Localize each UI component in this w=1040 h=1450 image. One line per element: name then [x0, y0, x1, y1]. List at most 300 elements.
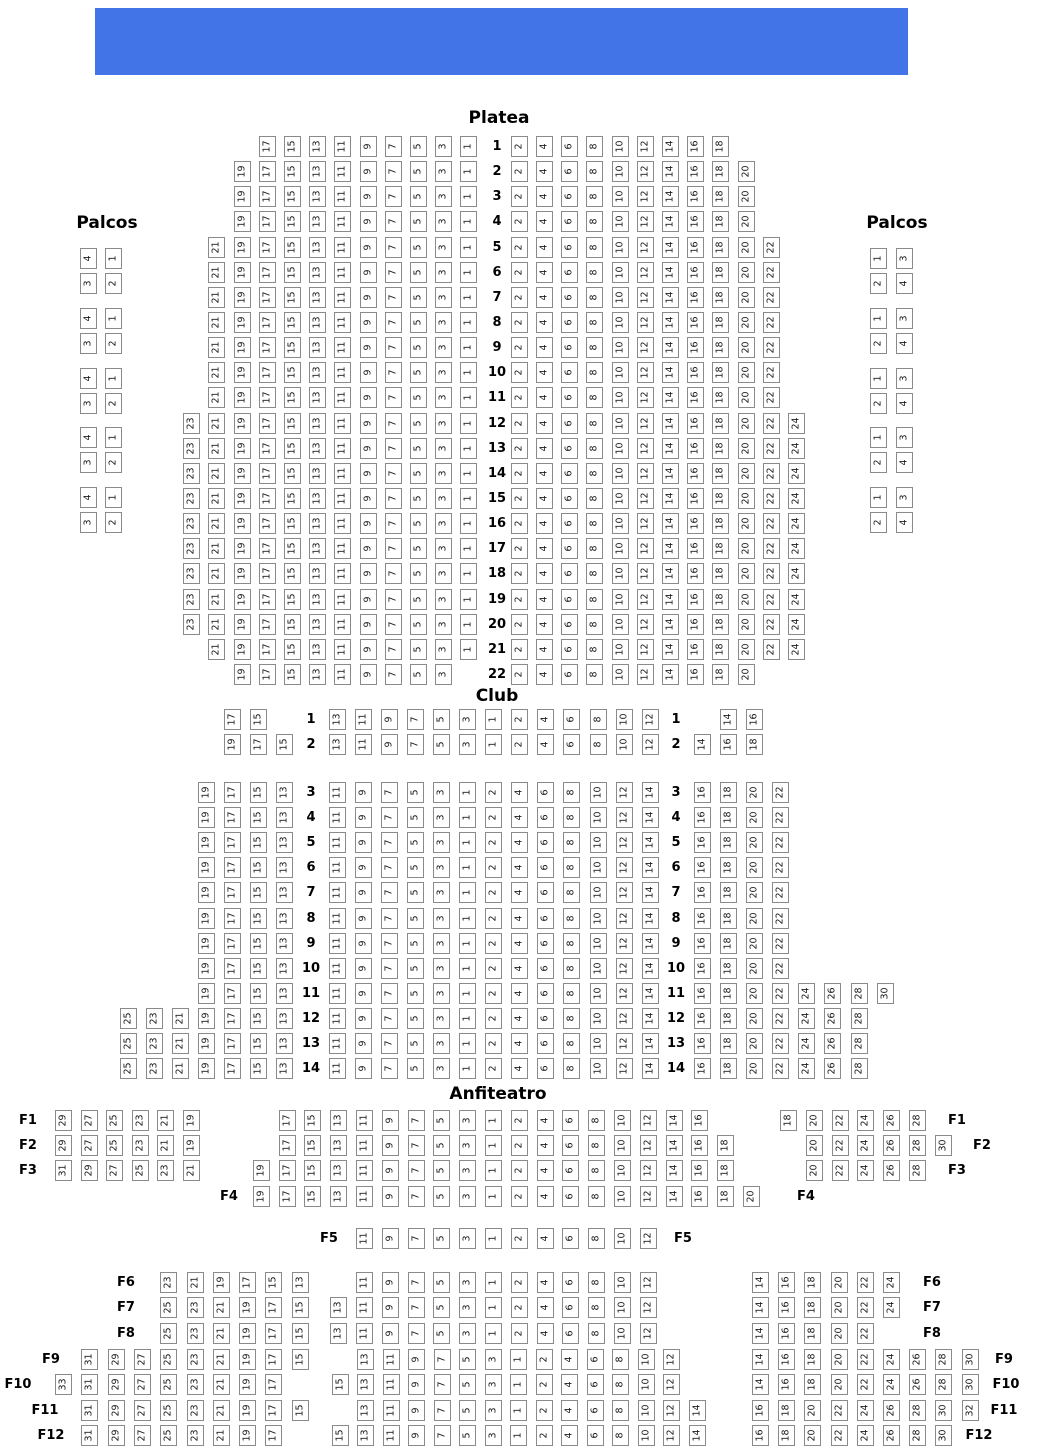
seat[interactable]: [511, 664, 528, 685]
seat[interactable]: [511, 186, 528, 207]
seat[interactable]: [691, 1135, 708, 1156]
seat[interactable]: [687, 639, 704, 660]
seat[interactable]: [485, 1033, 502, 1054]
seat[interactable]: [563, 908, 580, 929]
seat[interactable]: [355, 857, 372, 878]
seat[interactable]: [304, 1110, 321, 1131]
seat[interactable]: [183, 563, 200, 584]
seat[interactable]: [183, 413, 200, 434]
seat[interactable]: [208, 337, 225, 358]
seat[interactable]: [883, 1135, 900, 1156]
seat[interactable]: [712, 413, 729, 434]
seat[interactable]: [183, 488, 200, 509]
seat[interactable]: [433, 1186, 450, 1207]
seat[interactable]: [106, 1160, 123, 1181]
seat[interactable]: [561, 186, 578, 207]
seat[interactable]: [687, 614, 704, 635]
seat[interactable]: [410, 136, 427, 157]
seat[interactable]: [435, 589, 452, 610]
seat[interactable]: [590, 882, 607, 903]
seat[interactable]: [642, 857, 659, 878]
seat[interactable]: [588, 1228, 605, 1249]
seat[interactable]: [407, 933, 424, 954]
seat[interactable]: [831, 1272, 848, 1293]
seat[interactable]: [563, 1008, 580, 1029]
seat[interactable]: [712, 337, 729, 358]
seat[interactable]: [459, 857, 476, 878]
seat[interactable]: [355, 983, 372, 1004]
seat[interactable]: [356, 1228, 373, 1249]
seat[interactable]: [105, 512, 122, 533]
seat[interactable]: [536, 262, 553, 283]
seat[interactable]: [536, 161, 553, 182]
seat[interactable]: [284, 312, 301, 333]
seat[interactable]: [804, 1400, 821, 1421]
seat[interactable]: [870, 248, 887, 269]
seat[interactable]: [172, 1008, 189, 1029]
seat[interactable]: [208, 362, 225, 383]
seat[interactable]: [330, 1297, 347, 1318]
seat[interactable]: [434, 1400, 451, 1421]
seat[interactable]: [511, 1272, 528, 1293]
seat[interactable]: [284, 563, 301, 584]
seat[interactable]: [561, 639, 578, 660]
seat[interactable]: [738, 563, 755, 584]
seat[interactable]: [485, 709, 502, 730]
seat[interactable]: [717, 1186, 734, 1207]
seat[interactable]: [562, 1272, 579, 1293]
seat[interactable]: [360, 287, 377, 308]
seat[interactable]: [259, 337, 276, 358]
seat[interactable]: [590, 734, 607, 755]
seat[interactable]: [382, 1323, 399, 1344]
seat[interactable]: [309, 161, 326, 182]
seat[interactable]: [459, 933, 476, 954]
seat[interactable]: [712, 614, 729, 635]
seat[interactable]: [563, 958, 580, 979]
seat[interactable]: [120, 1008, 137, 1029]
seat[interactable]: [666, 1186, 683, 1207]
seat[interactable]: [459, 1058, 476, 1079]
seat[interactable]: [213, 1349, 230, 1370]
seat[interactable]: [234, 664, 251, 685]
seat[interactable]: [804, 1323, 821, 1344]
seat[interactable]: [259, 312, 276, 333]
seat[interactable]: [935, 1425, 952, 1446]
seat[interactable]: [857, 1160, 874, 1181]
seat[interactable]: [407, 1008, 424, 1029]
seat[interactable]: [385, 211, 402, 232]
seat[interactable]: [208, 237, 225, 258]
seat[interactable]: [642, 807, 659, 828]
seat[interactable]: [587, 1349, 604, 1370]
seat[interactable]: [687, 387, 704, 408]
seat[interactable]: [687, 237, 704, 258]
seat[interactable]: [460, 387, 477, 408]
seat[interactable]: [485, 1349, 502, 1370]
seat[interactable]: [637, 211, 654, 232]
seat[interactable]: [234, 538, 251, 559]
seat[interactable]: [642, 958, 659, 979]
seat[interactable]: [788, 463, 805, 484]
seat[interactable]: [385, 589, 402, 610]
seat[interactable]: [213, 1400, 230, 1421]
seat[interactable]: [689, 1400, 706, 1421]
seat[interactable]: [612, 563, 629, 584]
seat[interactable]: [381, 709, 398, 730]
seat[interactable]: [360, 513, 377, 534]
seat[interactable]: [616, 882, 633, 903]
seat[interactable]: [857, 1297, 874, 1318]
seat[interactable]: [662, 136, 679, 157]
seat[interactable]: [433, 1272, 450, 1293]
seat[interactable]: [720, 1033, 737, 1054]
seat[interactable]: [276, 1033, 293, 1054]
seat[interactable]: [407, 958, 424, 979]
seat[interactable]: [435, 211, 452, 232]
seat[interactable]: [763, 312, 780, 333]
seat[interactable]: [407, 709, 424, 730]
seat[interactable]: [763, 639, 780, 660]
seat[interactable]: [614, 1186, 631, 1207]
seat[interactable]: [536, 664, 553, 685]
seat[interactable]: [360, 639, 377, 660]
seat[interactable]: [738, 538, 755, 559]
seat[interactable]: [691, 1186, 708, 1207]
seat[interactable]: [433, 857, 450, 878]
seat[interactable]: [763, 488, 780, 509]
seat[interactable]: [106, 1135, 123, 1156]
seat[interactable]: [276, 807, 293, 828]
seat[interactable]: [772, 832, 789, 853]
seat[interactable]: [259, 589, 276, 610]
seat[interactable]: [407, 782, 424, 803]
seat[interactable]: [642, 782, 659, 803]
seat[interactable]: [662, 337, 679, 358]
seat[interactable]: [259, 237, 276, 258]
seat[interactable]: [382, 1297, 399, 1318]
seat[interactable]: [334, 563, 351, 584]
seat[interactable]: [309, 413, 326, 434]
seat[interactable]: [224, 734, 241, 755]
seat[interactable]: [909, 1349, 926, 1370]
seat[interactable]: [381, 1033, 398, 1054]
seat[interactable]: [224, 1058, 241, 1079]
seat[interactable]: [738, 237, 755, 258]
seat[interactable]: [385, 237, 402, 258]
seat[interactable]: [208, 639, 225, 660]
seat[interactable]: [460, 262, 477, 283]
seat[interactable]: [511, 782, 528, 803]
seat[interactable]: [788, 413, 805, 434]
seat[interactable]: [778, 1425, 795, 1446]
seat[interactable]: [435, 136, 452, 157]
seat[interactable]: [537, 1110, 554, 1131]
seat[interactable]: [857, 1110, 874, 1131]
seat[interactable]: [738, 211, 755, 232]
seat[interactable]: [292, 1349, 309, 1370]
seat[interactable]: [385, 186, 402, 207]
seat[interactable]: [460, 589, 477, 610]
seat[interactable]: [360, 237, 377, 258]
seat[interactable]: [334, 614, 351, 635]
seat[interactable]: [250, 734, 267, 755]
seat[interactable]: [870, 427, 887, 448]
seat[interactable]: [612, 161, 629, 182]
seat[interactable]: [208, 387, 225, 408]
seat[interactable]: [408, 1323, 425, 1344]
seat[interactable]: [381, 734, 398, 755]
seat[interactable]: [720, 1008, 737, 1029]
seat[interactable]: [614, 1297, 631, 1318]
seat[interactable]: [561, 538, 578, 559]
seat[interactable]: [239, 1323, 256, 1344]
seat[interactable]: [712, 262, 729, 283]
seat[interactable]: [385, 513, 402, 534]
seat[interactable]: [383, 1425, 400, 1446]
seat[interactable]: [612, 1349, 629, 1370]
seat[interactable]: [253, 1160, 270, 1181]
seat[interactable]: [309, 186, 326, 207]
seat[interactable]: [198, 983, 215, 1004]
seat[interactable]: [798, 1033, 815, 1054]
seat[interactable]: [259, 387, 276, 408]
seat[interactable]: [562, 1297, 579, 1318]
seat[interactable]: [832, 1160, 849, 1181]
seat[interactable]: [586, 413, 603, 434]
seat[interactable]: [160, 1400, 177, 1421]
seat[interactable]: [360, 463, 377, 484]
seat[interactable]: [798, 983, 815, 1004]
seat[interactable]: [612, 362, 629, 383]
seat[interactable]: [55, 1374, 72, 1395]
seat[interactable]: [356, 1110, 373, 1131]
seat[interactable]: [883, 1160, 900, 1181]
seat[interactable]: [717, 1135, 734, 1156]
seat[interactable]: [284, 211, 301, 232]
seat[interactable]: [746, 1008, 763, 1029]
seat[interactable]: [459, 1186, 476, 1207]
seat[interactable]: [146, 1058, 163, 1079]
seat[interactable]: [537, 1058, 554, 1079]
seat[interactable]: [590, 1033, 607, 1054]
seat[interactable]: [259, 639, 276, 660]
seat[interactable]: [108, 1425, 125, 1446]
seat[interactable]: [772, 983, 789, 1004]
seat[interactable]: [687, 287, 704, 308]
seat[interactable]: [511, 1058, 528, 1079]
seat[interactable]: [360, 413, 377, 434]
seat[interactable]: [687, 337, 704, 358]
seat[interactable]: [435, 664, 452, 685]
seat[interactable]: [198, 882, 215, 903]
seat[interactable]: [198, 857, 215, 878]
seat[interactable]: [712, 463, 729, 484]
seat[interactable]: [642, 1008, 659, 1029]
seat[interactable]: [105, 248, 122, 269]
seat[interactable]: [511, 136, 528, 157]
seat[interactable]: [614, 1110, 631, 1131]
seat[interactable]: [752, 1297, 769, 1318]
seat[interactable]: [334, 211, 351, 232]
seat[interactable]: [408, 1272, 425, 1293]
seat[interactable]: [763, 387, 780, 408]
seat[interactable]: [81, 1374, 98, 1395]
seat[interactable]: [309, 589, 326, 610]
seat[interactable]: [616, 807, 633, 828]
seat[interactable]: [687, 589, 704, 610]
seat[interactable]: [614, 1323, 631, 1344]
seat[interactable]: [662, 438, 679, 459]
seat[interactable]: [537, 1297, 554, 1318]
seat[interactable]: [561, 413, 578, 434]
seat[interactable]: [385, 639, 402, 660]
seat[interactable]: [561, 1349, 578, 1370]
seat[interactable]: [637, 513, 654, 534]
seat[interactable]: [909, 1110, 926, 1131]
seat[interactable]: [857, 1349, 874, 1370]
seat[interactable]: [157, 1135, 174, 1156]
seat[interactable]: [638, 1374, 655, 1395]
seat[interactable]: [612, 664, 629, 685]
seat[interactable]: [382, 1272, 399, 1293]
seat[interactable]: [563, 832, 580, 853]
seat[interactable]: [284, 387, 301, 408]
seat[interactable]: [642, 1058, 659, 1079]
seat[interactable]: [485, 1110, 502, 1131]
seat[interactable]: [485, 1160, 502, 1181]
seat[interactable]: [883, 1425, 900, 1446]
seat[interactable]: [662, 287, 679, 308]
seat[interactable]: [712, 186, 729, 207]
seat[interactable]: [355, 1008, 372, 1029]
seat[interactable]: [616, 1058, 633, 1079]
seat[interactable]: [694, 782, 711, 803]
seat[interactable]: [382, 1110, 399, 1131]
seat[interactable]: [662, 262, 679, 283]
seat[interactable]: [511, 538, 528, 559]
seat[interactable]: [460, 463, 477, 484]
seat[interactable]: [763, 237, 780, 258]
seat[interactable]: [198, 832, 215, 853]
seat[interactable]: [738, 513, 755, 534]
seat[interactable]: [752, 1400, 769, 1421]
seat[interactable]: [435, 488, 452, 509]
seat[interactable]: [360, 589, 377, 610]
seat[interactable]: [536, 362, 553, 383]
seat[interactable]: [198, 908, 215, 929]
seat[interactable]: [385, 136, 402, 157]
seat[interactable]: [132, 1135, 149, 1156]
seat[interactable]: [433, 1297, 450, 1318]
seat[interactable]: [712, 211, 729, 232]
seat[interactable]: [183, 438, 200, 459]
seat[interactable]: [561, 237, 578, 258]
seat[interactable]: [407, 908, 424, 929]
seat[interactable]: [459, 734, 476, 755]
seat[interactable]: [537, 807, 554, 828]
seat[interactable]: [355, 807, 372, 828]
seat[interactable]: [511, 413, 528, 434]
seat[interactable]: [259, 186, 276, 207]
seat[interactable]: [896, 333, 913, 354]
seat[interactable]: [355, 908, 372, 929]
seat[interactable]: [234, 488, 251, 509]
seat[interactable]: [276, 857, 293, 878]
seat[interactable]: [435, 614, 452, 635]
seat[interactable]: [360, 161, 377, 182]
seat[interactable]: [637, 237, 654, 258]
seat[interactable]: [309, 287, 326, 308]
seat[interactable]: [198, 782, 215, 803]
seat[interactable]: [746, 832, 763, 853]
seat[interactable]: [738, 312, 755, 333]
seat[interactable]: [763, 563, 780, 584]
seat[interactable]: [536, 1374, 553, 1395]
seat[interactable]: [640, 1110, 657, 1131]
seat[interactable]: [134, 1400, 151, 1421]
seat[interactable]: [410, 538, 427, 559]
seat[interactable]: [284, 438, 301, 459]
seat[interactable]: [459, 882, 476, 903]
seat[interactable]: [329, 709, 346, 730]
seat[interactable]: [383, 1400, 400, 1421]
seat[interactable]: [511, 589, 528, 610]
seat[interactable]: [172, 1033, 189, 1054]
seat[interactable]: [640, 1160, 657, 1181]
seat[interactable]: [357, 1349, 374, 1370]
seat[interactable]: [460, 438, 477, 459]
seat[interactable]: [772, 857, 789, 878]
seat[interactable]: [460, 563, 477, 584]
seat[interactable]: [224, 782, 241, 803]
seat[interactable]: [276, 1058, 293, 1079]
seat[interactable]: [460, 337, 477, 358]
seat[interactable]: [896, 427, 913, 448]
seat[interactable]: [962, 1349, 979, 1370]
seat[interactable]: [134, 1349, 151, 1370]
seat[interactable]: [410, 664, 427, 685]
seat[interactable]: [712, 589, 729, 610]
seat[interactable]: [870, 308, 887, 329]
seat[interactable]: [459, 1135, 476, 1156]
seat[interactable]: [81, 1110, 98, 1131]
seat[interactable]: [250, 832, 267, 853]
seat[interactable]: [612, 488, 629, 509]
seat[interactable]: [329, 857, 346, 878]
seat[interactable]: [511, 857, 528, 878]
seat[interactable]: [381, 1008, 398, 1029]
seat[interactable]: [234, 262, 251, 283]
seat[interactable]: [160, 1323, 177, 1344]
seat[interactable]: [183, 1110, 200, 1131]
seat[interactable]: [851, 1058, 868, 1079]
seat[interactable]: [485, 857, 502, 878]
seat[interactable]: [687, 513, 704, 534]
seat[interactable]: [433, 1008, 450, 1029]
seat[interactable]: [510, 1374, 527, 1395]
seat[interactable]: [612, 287, 629, 308]
seat[interactable]: [687, 488, 704, 509]
seat[interactable]: [712, 362, 729, 383]
seat[interactable]: [536, 387, 553, 408]
seat[interactable]: [309, 563, 326, 584]
seat[interactable]: [536, 513, 553, 534]
seat[interactable]: [360, 387, 377, 408]
seat[interactable]: [334, 262, 351, 283]
seat[interactable]: [642, 908, 659, 929]
seat[interactable]: [329, 782, 346, 803]
